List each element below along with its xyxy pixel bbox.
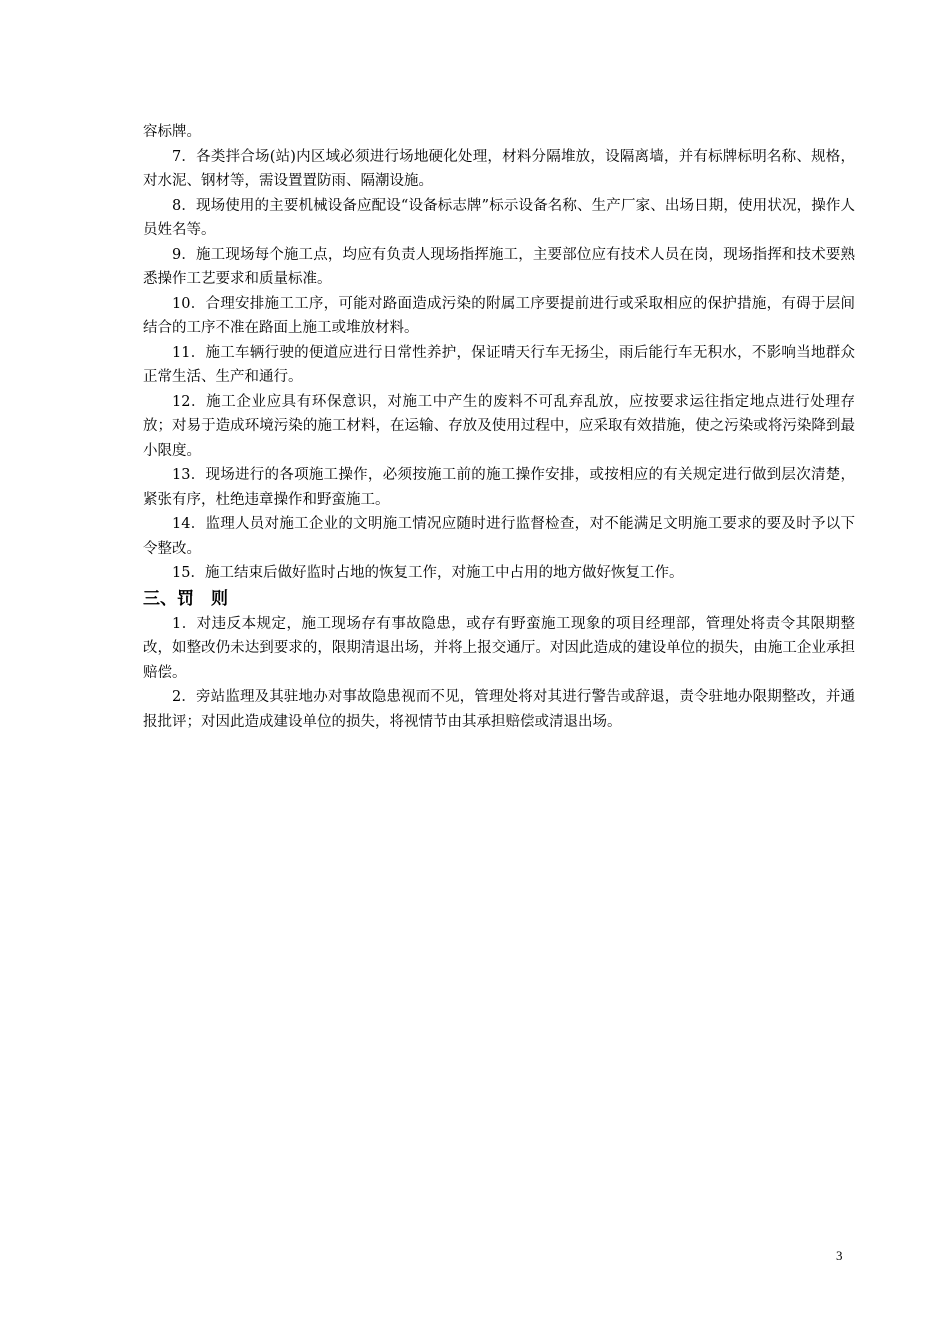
list-item-10: 10．合理安排施工工序，可能对路面造成污染的附属工序要提前进行或采取相应的保护措施，有碍于层间结合的工序不准在路面上施工或堆放材料。 xyxy=(143,295,855,336)
section-heading-penalties: 三、罚 则 xyxy=(143,588,228,609)
list-item-9: 9．施工现场每个施工点，均应有负责人现场指挥施工，主要部位应有技术人员在岗，现场指挥和技术要熟悉操作工艺要求和质量标准。 xyxy=(143,246,855,287)
list-item-14: 14．监理人员对施工企业的文明施工情况应随时进行监督检查，对不能满足文明施工要求的要及时予以下令整改。 xyxy=(143,516,855,557)
penalty-item-1: 1．对违反本规定，施工现场存有事故隐患，或存有野蛮施工现象的项目经理部，管理处将责令其限期整改，如整改仍未达到要求的，限期清退出场，并将上报交通厅。对因此造成的建设单位的损失，由施工企业承担赔偿。 xyxy=(143,615,855,681)
list-item-15: 15．施工结束后做好监时占地的恢复工作，对施工中占用的地方做好恢复工作。 xyxy=(172,565,684,581)
page-number: 3 xyxy=(836,1248,843,1263)
continuation-text: 容标牌。 xyxy=(143,124,201,140)
list-item-11: 11．施工车辆行驶的便道应进行日常性养护，保证晴天行车无扬尘，雨后能行车无积水，不影响当地群众正常生活、生产和通行。 xyxy=(143,344,855,385)
list-item-13: 13．现场进行的各项施工操作，必须按施工前的施工操作安排，或按相应的有关规定进行做到层次清楚，紧张有序，杜绝违章操作和野蛮施工。 xyxy=(143,467,855,508)
list-item-12: 12．施工企业应具有环保意识，对施工中产生的废料不可乱弃乱放，应按要求运往指定地点进行处理存放；对易于造成环境污染的施工材料，在运输、存放及使用过程中，应采取有效措施，使之污染或将污染降到最小限度。 xyxy=(143,393,855,459)
list-item-8: 8．现场使用的主要机械设备应配设“设备标志牌”标示设备名称、生产厂家、出场日期，使用状况，操作人员姓名等。 xyxy=(143,197,855,238)
penalty-item-2: 2．旁站监理及其驻地办对事故隐患视而不见，管理处将对其进行警告或辞退，责令驻地办限期整改，并通报批评；对因此造成建设单位的损失，将视情节由其承担赔偿或清退出场。 xyxy=(143,689,855,730)
list-item-7: 7．各类拌合场(站)内区域必须进行场地硬化处理，材料分隔堆放，设隔离墙，并有标牌标明名称、规格，对水泥、钢材等，需设置置防雨、隔潮设施。 xyxy=(143,148,855,189)
document-body xyxy=(143,120,855,734)
